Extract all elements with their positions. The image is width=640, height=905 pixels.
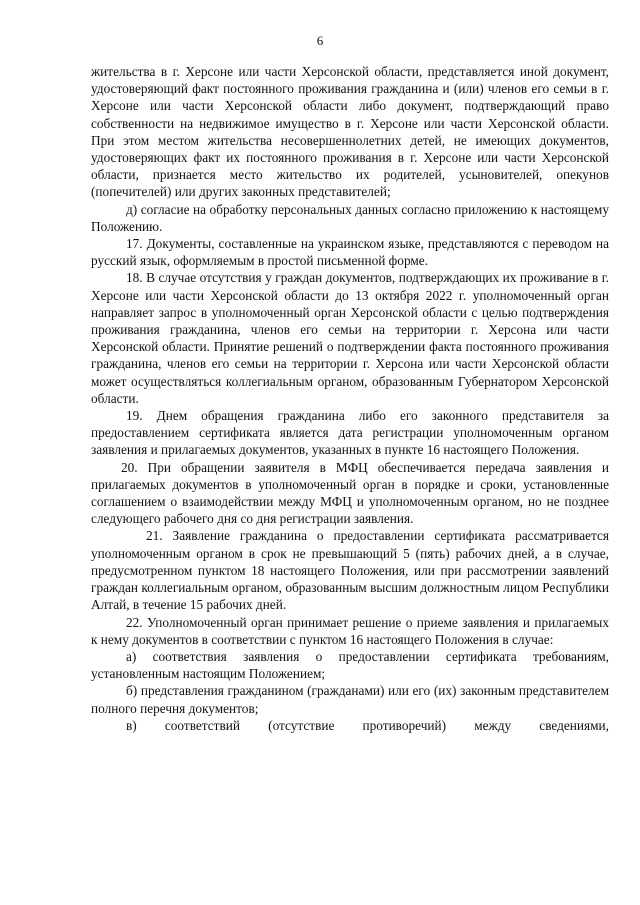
paragraph-22: 22. Уполномоченный орган принимает решение о приеме заявления и прилагаемых к нему документов в соответствии с пунктом 16 настоящего Положения в случае: — [91, 614, 609, 647]
paragraph-18: 18. В случае отсутствия у граждан документов, подтверждающих их проживание в г. Херсоне или части Херсонской области до 13 октября 2022 г. уполномоченный орган направляет запрос в уполномоченный орган Херсонской области с целью подтверждения проживания гражданина, членов его семьи на территории г. Херсона или части Херсонской области. Принятие решений о подтверждении факта постоянного проживания гражданина, членов его семьи на территории г. Херсона или части Херсонской области может осуществляться коллегиальным органом, образованным Губернатором Херсонской области. — [91, 270, 609, 406]
page-number: 6 — [316, 33, 324, 48]
paragraph-21: 21. Заявление гражданина о предоставлении сертификата рассматривается уполномоченным органом в срок не превышающий 5 (пять) рабочих дней, а в случае, предусмотренном пунктом 18 настоящего Положения, или при рассмотрении заявлений граждан коллегиальным органом, образованным высшим должностным лицом Республики Алтай, в течение 15 рабочих дней. — [91, 528, 609, 613]
paragraph-continuation: жительства в г. Херсоне или части Херсонской области, представляется иной документ, удостоверяющий факт постоянного проживания гражданина и (или) членов его семьи в г. Херсоне или части Херсонской области либо документ, подтверждающий право собственности на недвижимое имущество в г. Херсоне или части Херсонской области. При этом местом жительства несовершеннолетних детей, не имеющих документов, удостоверяющих факт их постоянного проживания в г. Херсоне или части Херсонской области, признается место жительство их родителей, усыновителей, опекунов (попечителей) или других законных представителей; — [91, 64, 609, 200]
paragraph-item-a: а) соответствия заявления о предоставлении сертификата требованиям, установленным настоящим Положением; — [91, 648, 609, 682]
paragraph-item-d: д) согласие на обработку персональных данных согласно приложению к настоящему Положению. — [91, 201, 609, 234]
paragraph-17: 17. Документы, составленные на украинском языке, представляются с переводом на русский язык, оформляемым в простой письменной форме. — [91, 236, 609, 269]
document-body — [91, 63, 609, 734]
paragraph-item-b: б) представления гражданином (гражданами) или его (их) законным представителем полного перечня документов; — [91, 683, 609, 716]
paragraph-20: 20. При обращении заявителя в МФЦ обеспечивается передача заявления и прилагаемых документов в уполномоченный орган в порядке и сроки, установленные соглашением о взаимодействии между МФЦ и уполномоченным органом, но не позднее следующего рабочего дня со дня регистрации заявления. — [91, 459, 609, 527]
paragraph-19: 19. Днем обращения гражданина либо его законного представителя за предоставлением сертификата является дата регистрации уполномоченным органом заявления и прилагаемых документов, указанных в пункте 16 настоящего Положения. — [91, 408, 609, 458]
paragraph-item-v: в) соответствий (отсутствие противоречий) между сведениями, — [126, 717, 609, 733]
